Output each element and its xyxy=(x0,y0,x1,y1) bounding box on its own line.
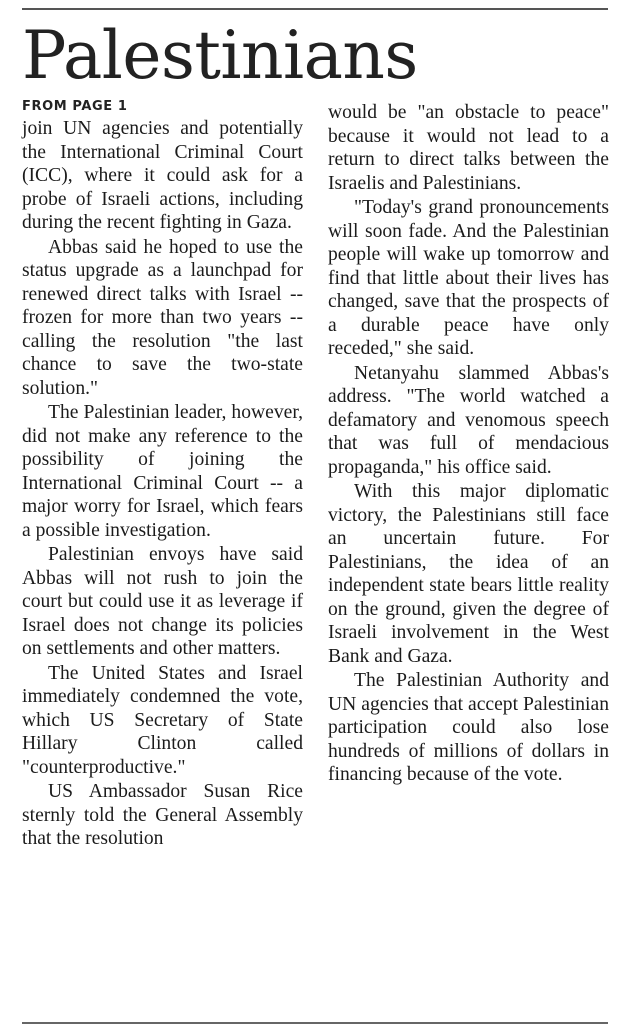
paragraph: The Palestinian leader, however, did not make any reference to the possibility of joining the International Criminal Court -- a major worry for Israel, which fears a possible investigation. xyxy=(22,402,303,541)
paragraph: join UN agencies and potentially the International Criminal Court (ICC), where it could ask for a probe of Israeli actions, including during the recent fighting in Gaza. xyxy=(22,118,303,233)
paragraph: Abbas said he hoped to use the status upgrade as a launchpad for renewed direct talks with Israel -- frozen for more than two years -- calling the resolution "the last chance to save the two-state solution." xyxy=(22,236,303,399)
paragraph: The United States and Israel immediately condemned the vote, which US Secretary of State Hillary Clinton called "counterproductive." xyxy=(22,662,303,778)
paragraph: With this major diplomatic victory, the Palestinians still face an uncertain future. For Palestinians, the idea of an independent state bears little reality on the ground, given the degree of Israeli involvement in the West Bank and Gaza. xyxy=(328,481,609,667)
top-rule xyxy=(22,8,608,10)
paragraph: US Ambassador Susan Rice sternly told the General Assembly that the resolution xyxy=(22,781,303,849)
left-column xyxy=(22,100,303,851)
headline: Palestinians xyxy=(22,17,418,94)
paragraph: The Palestinian Authority and UN agencies that accept Palestinian participation could also lose hundreds of millions of dollars in financing because of the vote. xyxy=(328,670,609,785)
bottom-rule xyxy=(22,1022,608,1024)
paragraph: Palestinian envoys have said Abbas will not rush to join the court but could use it as leverage if Israel does not change its policies on settlements and other matters. xyxy=(22,544,303,659)
right-column xyxy=(328,101,609,787)
continuation-label: FROM PAGE 1 xyxy=(22,99,128,114)
paragraph: would be "an obstacle to peace" because it would not lead to a return to direct talks between the Israelis and Palestinians. xyxy=(328,102,609,194)
paragraph: Netanyahu slammed Abbas's address. "The world watched a defamatory and venomous speech that was full of mendacious propaganda," his office said. xyxy=(328,362,609,478)
paragraph: "Today's grand pronouncements will soon fade. And the Palestinian people will wake up tomorrow and find that little about their lives has changed, save that the prospects of a durable peace have only receded," she said. xyxy=(328,197,609,359)
